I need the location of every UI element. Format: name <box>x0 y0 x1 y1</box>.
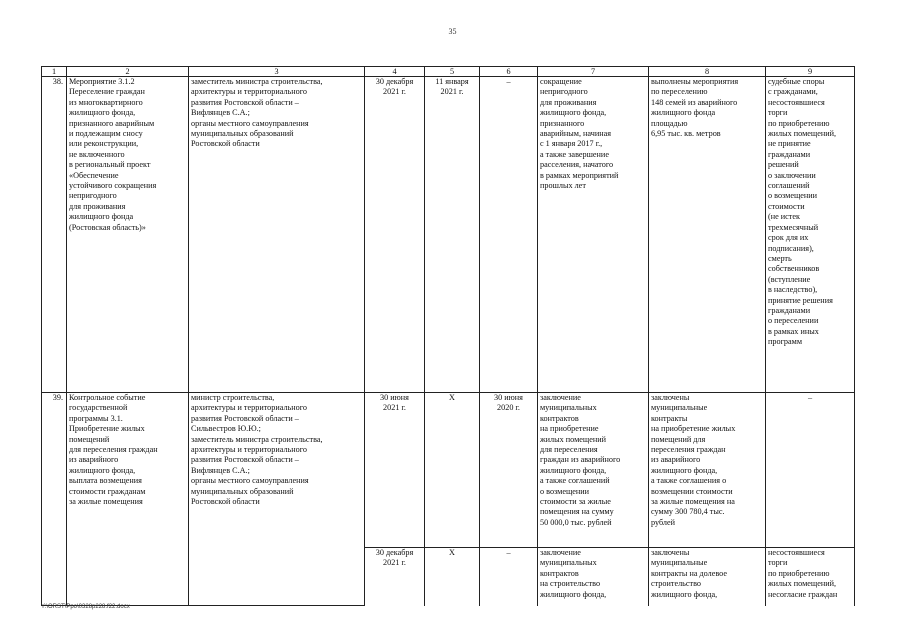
header-cell: 3 <box>189 67 365 77</box>
header-cell: 4 <box>365 67 425 77</box>
planned-date: 30 декабря 2021 г. <box>365 77 425 393</box>
actual-end-date: – <box>480 548 538 606</box>
planned-result: заключение муниципальных контрактов на строительство жилищного фонда, <box>538 548 649 606</box>
planned-result: заключение муниципальных контрактов на приобретение жилых помещений для переселения граждан из аварийного жилищного фонда, а также соглашений о возмещении стоимости за жилые помещения на сумму 50 000,0 тыс. рублей <box>538 393 649 548</box>
responsible-executor: заместитель министра строительства, архитектуры и территориального развития Ростовской области – Вифлянцев С.А.; органы местного самоуправления муниципальных образований Ростовской области <box>189 77 365 393</box>
planned-date: 30 июня 2021 г. <box>365 393 425 548</box>
actual-start-date: Х <box>425 393 480 548</box>
event-name: Контрольное событие государственной программы 3.1. Приобретение жилых помещений для переселения граждан из аварийного жилищного фонда, выплата возмещения стоимости гражданам за жилые помещения <box>67 393 189 606</box>
actual-result: заключены муниципальные контракты на приобретение жилых помещений для переселения граждан из аварийного жилищного фонда, а также соглашения о возмещении стоимости за жилые помещения на сумму 300 780,4 тыс. рублей <box>649 393 766 548</box>
report-table <box>41 66 855 606</box>
row-number: 38. <box>42 77 67 393</box>
table-row-38 <box>42 77 855 393</box>
row-number: 39. <box>42 393 67 606</box>
measure-name: Мероприятие 3.1.2 Переселение граждан из многоквартирного жилищного фонда, признанного аварийным и подлежащим сносу или реконструкции, не включенного в региональный проект «Обеспечение устойчивого сокращения непригодного для проживания жилищного фонда (Ростовская область)» <box>67 77 189 393</box>
reasons: судебные споры с гражданами, несостоявшиеся торги по приобретению жилых помещений, не принятие гражданами решений о заключении соглашений о возмещении стоимости (не истек трехмесячный срок для их подписания), смерть собственников (вступление в наследство), принятие решения гражданами о переселении в рамках иных программ <box>766 77 855 393</box>
planned-date: 30 декабря 2021 г. <box>365 548 425 606</box>
header-cell: 2 <box>67 67 189 77</box>
responsible-executor: министр строительства, архитектуры и территориального развития Ростовской области – Сильвестров Ю.Ю.; заместитель министра строительства, архитектуры и территориального развития Ростовской области – Вифлянцев С.А.; органы местного самоуправления муниципальных образований Ростовской области <box>189 393 365 606</box>
header-cell: 8 <box>649 67 766 77</box>
actual-end-date: 30 июня 2020 г. <box>480 393 538 548</box>
actual-result: заключены муниципальные контракты на долевое строительство жилищного фонда, <box>649 548 766 606</box>
actual-end-date: – <box>480 77 538 393</box>
header-cell: 9 <box>766 67 855 77</box>
header-cell: 7 <box>538 67 649 77</box>
planned-result: сокращение непригодного для проживания жилищного фонда, признанного аварийным, начиная с 1 января 2017 г., а также завершение расселения, начатого в рамках мероприятий прошлых лет <box>538 77 649 393</box>
file-path-footer: Y:\ORST\Ppo\0328p228.f22.docx <box>41 604 130 610</box>
table-row-39 <box>42 393 855 548</box>
header-cell: 5 <box>425 67 480 77</box>
header-cell: 1 <box>42 67 67 77</box>
actual-result: выполнены мероприятия по переселению 148 семей из аварийного жилищного фонда площадью 6,95 тыс. кв. метров <box>649 77 766 393</box>
header-row <box>42 67 855 77</box>
page-number: 35 <box>448 27 457 36</box>
reasons: – <box>766 393 855 548</box>
header-cell: 6 <box>480 67 538 77</box>
actual-start-date: Х <box>425 548 480 606</box>
reasons: несостоявшиеся торги по приобретению жилых помещений, несогласие граждан <box>766 548 855 606</box>
actual-start-date: 11 января 2021 г. <box>425 77 480 393</box>
